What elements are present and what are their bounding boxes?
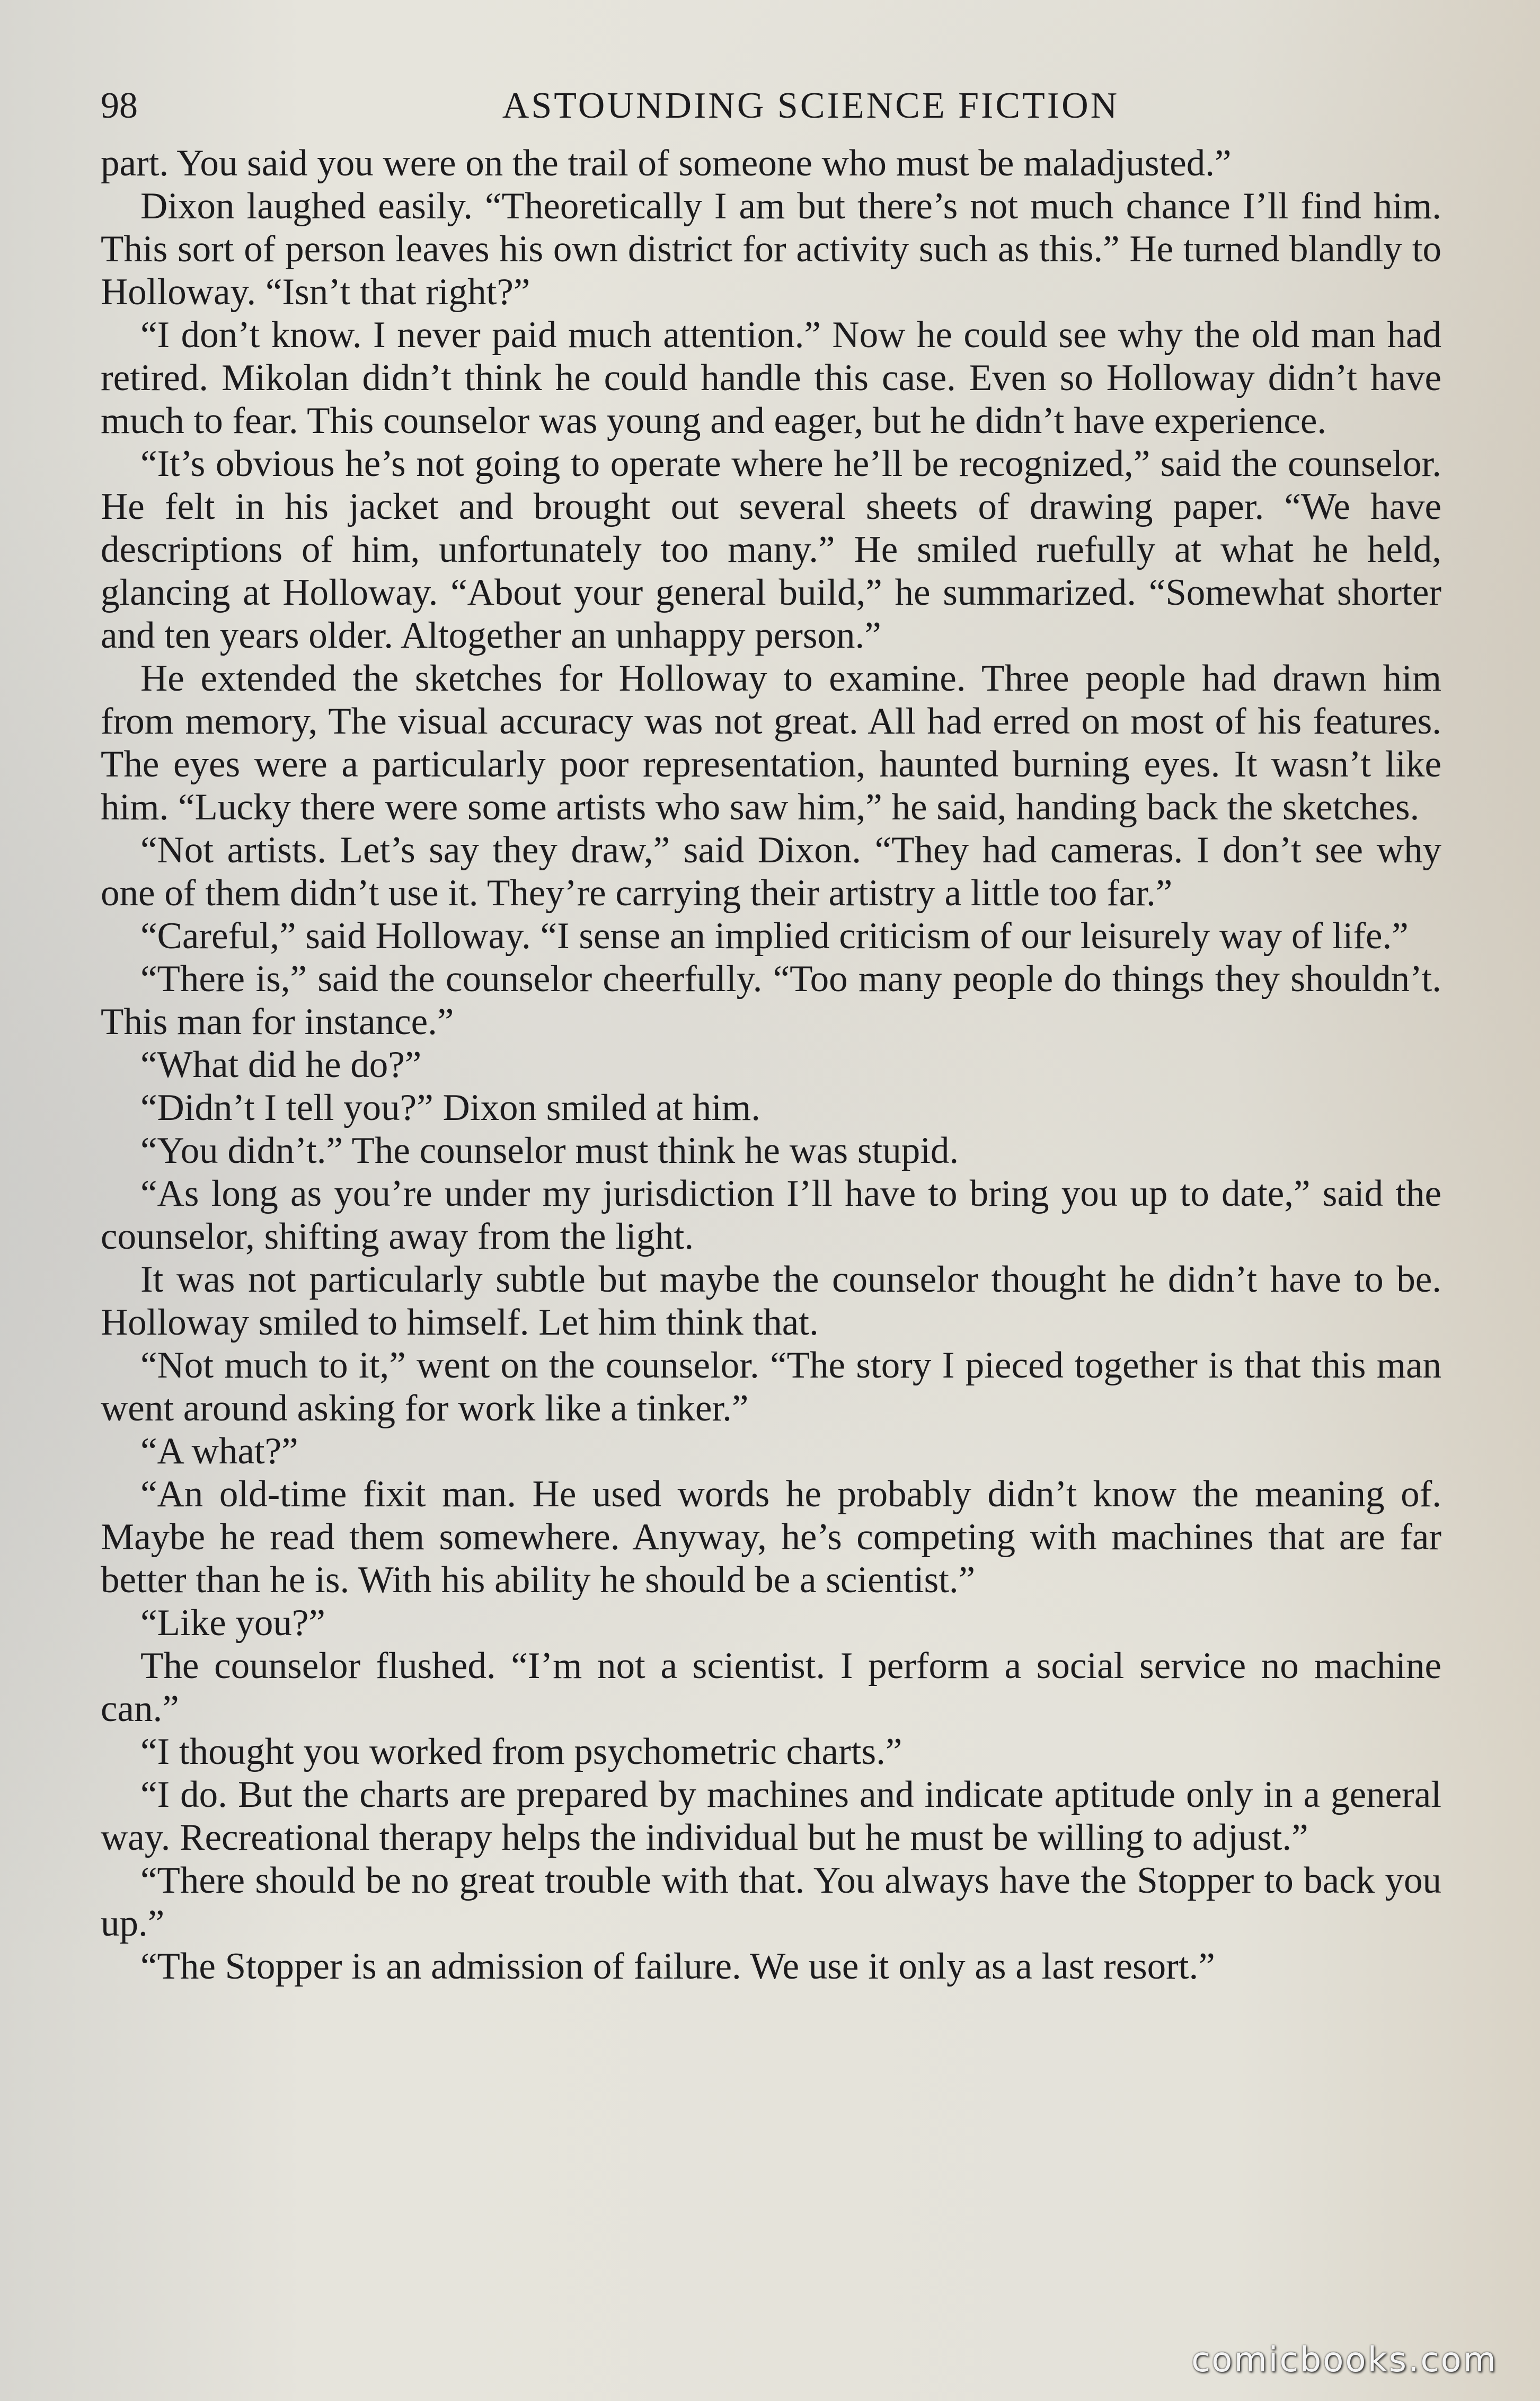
paragraph: “An old-time fixit man. He used words he probably didn’t know the meaning of. Maybe he read them somewhere. Anyway, he’s competing with machines that are far better than he is. With his ability he should be a scientist.”	[101, 1473, 1441, 1601]
paragraph: “Careful,” said Holloway. “I sense an implied criticism of our leisurely way of life.”	[140, 915, 1409, 957]
paragraph: “Didn’t I tell you?” Dixon smiled at him.	[140, 1087, 760, 1128]
paragraph: He extended the sketches for Holloway to examine. Three people had drawn him from memory, The visual accuracy was not great. All had erred on most of his features. The eyes were a particularly poor representation, haunted burning eyes. It wasn’t like him. “Lucky there were some artists who saw him,” he said, handing back the sketches.	[101, 658, 1441, 828]
paragraph: “Not artists. Let’s say they draw,” said Dixon. “They had cameras. I don’t see why one of them didn’t use it. They’re carrying their artistry a little too far.”	[101, 829, 1441, 914]
paragraph: “The Stopper is an admission of failure. We use it only as a last resort.”	[140, 1946, 1215, 1987]
paragraph: “A what?”	[140, 1431, 298, 1472]
paragraph: “It’s obvious he’s not going to operate where he’ll be recognized,” said the counselor. He felt in his jacket and brought out several sheets of drawing paper. “We have descriptions of him, unfortunately too many.” He smiled ruefully at what he held, glancing at Holloway. “About your general build,” he summarized. “Somewhat shorter and ten years older. Altogether an unhappy person.”	[101, 443, 1441, 656]
paragraph: “As long as you’re under my jurisdiction I’ll have to bring you up to date,” said the counselor, shifting away from the light.	[101, 1173, 1441, 1257]
paragraph: Dixon laughed easily. “Theoretically I am but there’s not much chance I’ll find him. This sort of person leaves his own district for activity such as this.” He turned blandly to Holloway. “Isn’t that right?”	[101, 186, 1441, 313]
paragraph: “There should be no great trouble with that. You always have the Stopper to back you up.”	[101, 1860, 1441, 1944]
paragraph: “Not much to it,” went on the counselor. “The story I pieced together is that this man went around asking for work like a tinker.”	[101, 1345, 1441, 1429]
paragraph: “There is,” said the counselor cheerfully. “Too many people do things they shouldn’t. This man for instance.”	[101, 958, 1441, 1043]
paragraph: “What did he do?”	[140, 1044, 422, 1085]
story-text	[101, 142, 1441, 1988]
paragraph: It was not particularly subtle but maybe the counselor thought he didn’t have to be. Holloway smiled to himself. Let him think that.	[101, 1259, 1441, 1343]
paragraph: “I don’t know. I never paid much attention.” Now he could see why the old man had retired. Mikolan didn’t think he could handle this case. Even so Holloway didn’t have much to fear. This counselor was young and eager, but he didn’t have experience.	[101, 314, 1441, 442]
paragraph: “You didn’t.” The counselor must think he was stupid.	[140, 1130, 959, 1171]
paragraph: “I do. But the charts are prepared by machines and indicate aptitude only in a general way. Recreational therapy helps the individual but he must be willing to adjust.”	[101, 1774, 1441, 1858]
paragraph: “Like you?”	[140, 1602, 325, 1644]
paragraph: The counselor flushed. “I’m not a scientist. I perform a social service no machine can.”	[101, 1645, 1441, 1729]
paragraph: part. You said you were on the trail of someone who must be maladjusted.”	[101, 143, 1232, 184]
page-number: 98	[101, 85, 138, 126]
running-head: ASTOUNDING SCIENCE FICTION	[502, 85, 1120, 126]
paragraph: “I thought you worked from psychometric charts.”	[140, 1731, 902, 1772]
page-header	[101, 74, 1441, 138]
watermark: comicbooks.com	[1191, 2341, 1498, 2380]
